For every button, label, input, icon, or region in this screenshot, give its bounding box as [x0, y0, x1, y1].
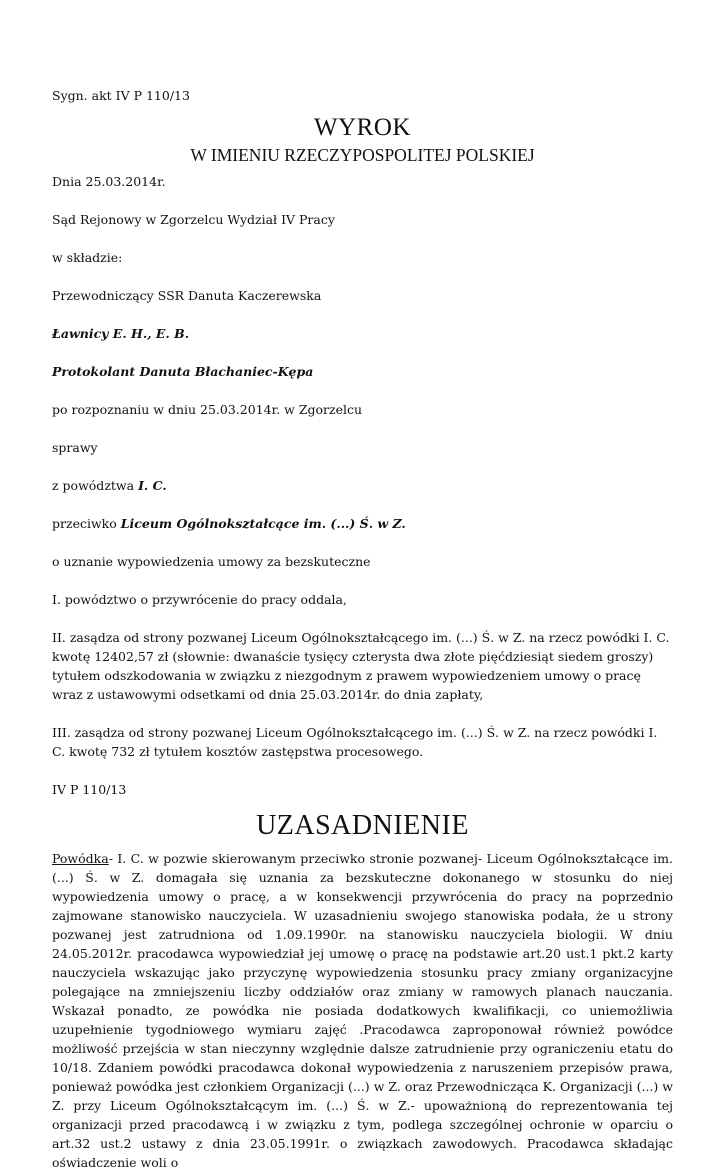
- court-clerk: Protokolant Danuta Błachaniec-Kępa: [52, 364, 314, 379]
- composition-label: w składzie:: [52, 250, 123, 265]
- case-reference-2: IV P 110/13: [52, 782, 127, 797]
- reasons-title: UZASADNIENIE: [256, 810, 469, 841]
- case-label: sprawy: [52, 440, 98, 455]
- hearing-info: po rozpoznaniu w dniu 25.03.2014r. w Zgorzelcu: [52, 402, 363, 417]
- ruling-point-1: I. powództwo o przywrócenie do pracy oddala,: [52, 592, 347, 607]
- ruling-point-3: III. zasądza od strony pozwanej Liceum Ogólnokształcącego im. (...) Ś. w Z. na rzecz powódki I. C. kwotę 732 zł tytułem kosztów zastępstwa procesowego.: [52, 725, 658, 759]
- defendant-prefix: przeciwko: [52, 516, 121, 531]
- document-title: WYROK: [314, 114, 411, 141]
- judgment-date: Dnia 25.03.2014r.: [52, 174, 166, 189]
- reasons-paragraph: [52, 849, 673, 1172]
- court-name: Sąd Rejonowy w Zgorzelcu Wydział IV Pracy: [52, 212, 335, 227]
- plaintiff-line: [52, 476, 673, 495]
- lay-judges: Ławnicy E. H., E. B.: [52, 326, 190, 341]
- plaintiff-name: I. C.: [138, 478, 167, 493]
- case-subject: o uznanie wypowiedzenia umowy za bezskuteczne: [52, 554, 371, 569]
- plaintiff-prefix: z powództwa: [52, 478, 139, 493]
- case-reference: Sygn. akt IV P 110/13: [52, 88, 190, 103]
- ruling-point-2: II. zasądza od strony pozwanej Liceum Ogólnokształcącego im. (...) Ś. w Z. na rzecz powódki I. C. kwotę 12402,57 zł (słownie: dwanaście tysięcy czterysta dwa złote pięćdziesiąt siedem groszy) tytułem odszkodowania w związku z niezgodnym z prawem wypowiedzeniem umowy o pracę wraz z ustawowymi odsetkami od dnia 25.03.2014r. do dnia zapłaty,: [52, 630, 670, 702]
- defendant-name: Liceum Ogólnokształcące im. (...) Ś. w Z.: [120, 516, 406, 531]
- document-subtitle: W IMIENIU RZECZYPOSPOLITEJ POLSKIEJ: [190, 145, 535, 165]
- reasons-body: - I. C. w pozwie skierowanym przeciwko stronie pozwanej- Liceum Ogólnokształcące im. (...) Ś. w Z. domagała się uznania za bezskuteczne dokonanego w stosunku do niej wypowiedzenia umowy o pracę, a w konsekwencji przywrócenia do pracy na poprzednio zajmowane stanowisko nauczyciela. W uzasadnieniu swojego stanowiska podała, że u strony pozwanej jest zatrudniona od 1.09.1990r. na stanowisku nauczyciela biologii. W dniu 24.05.2012r. pracodawca wypowiedział jej umowę o pracę na podstawie art.20 ust.1 pkt.2 karty nauczyciela wskazując jako przyczynę wypowiedzenia stosunku pracy zmiany organizacyjne polegające na zmniejszeniu liczby oddziałów oraz zmiany w ramowych planach nauczania. Wskazał ponadto, ze powódka nie posiada dodatkowych kwalifikacji, co uniemożliwia uzupełnienie tygodniowego wymiaru zajęć .Pracodawca zaproponował również powódce możliwość przejścia w stan nieczynny względnie dalsze zatrudnienie przy ograniczeniu etatu do 10/18. Zdaniem powódki pracodawca dokonał wypowiedzenia z naruszeniem przepisów prawa, ponieważ powódka jest członkiem Organizacji (...) w Z. oraz Przewodnicząca K. Organizacji (...) w Z. przy Liceum Ogólnokształcącym im. (...) Ś. w Z.- upoważnioną do reprezentowania tej organizacji przed pracodawcą i w związku z tym, podlega szczególnej ochronie w oparciu o art.32 ust.2 ustawy z dnia 23.05.1991r. o związkach zawodowych. Pracodawca składając oświadczenie woli o: [52, 851, 673, 1170]
- defendant-line: [52, 514, 673, 533]
- reasons-lead: Powódka: [52, 851, 109, 866]
- presiding-judge: Przewodniczący SSR Danuta Kaczerewska: [52, 288, 322, 303]
